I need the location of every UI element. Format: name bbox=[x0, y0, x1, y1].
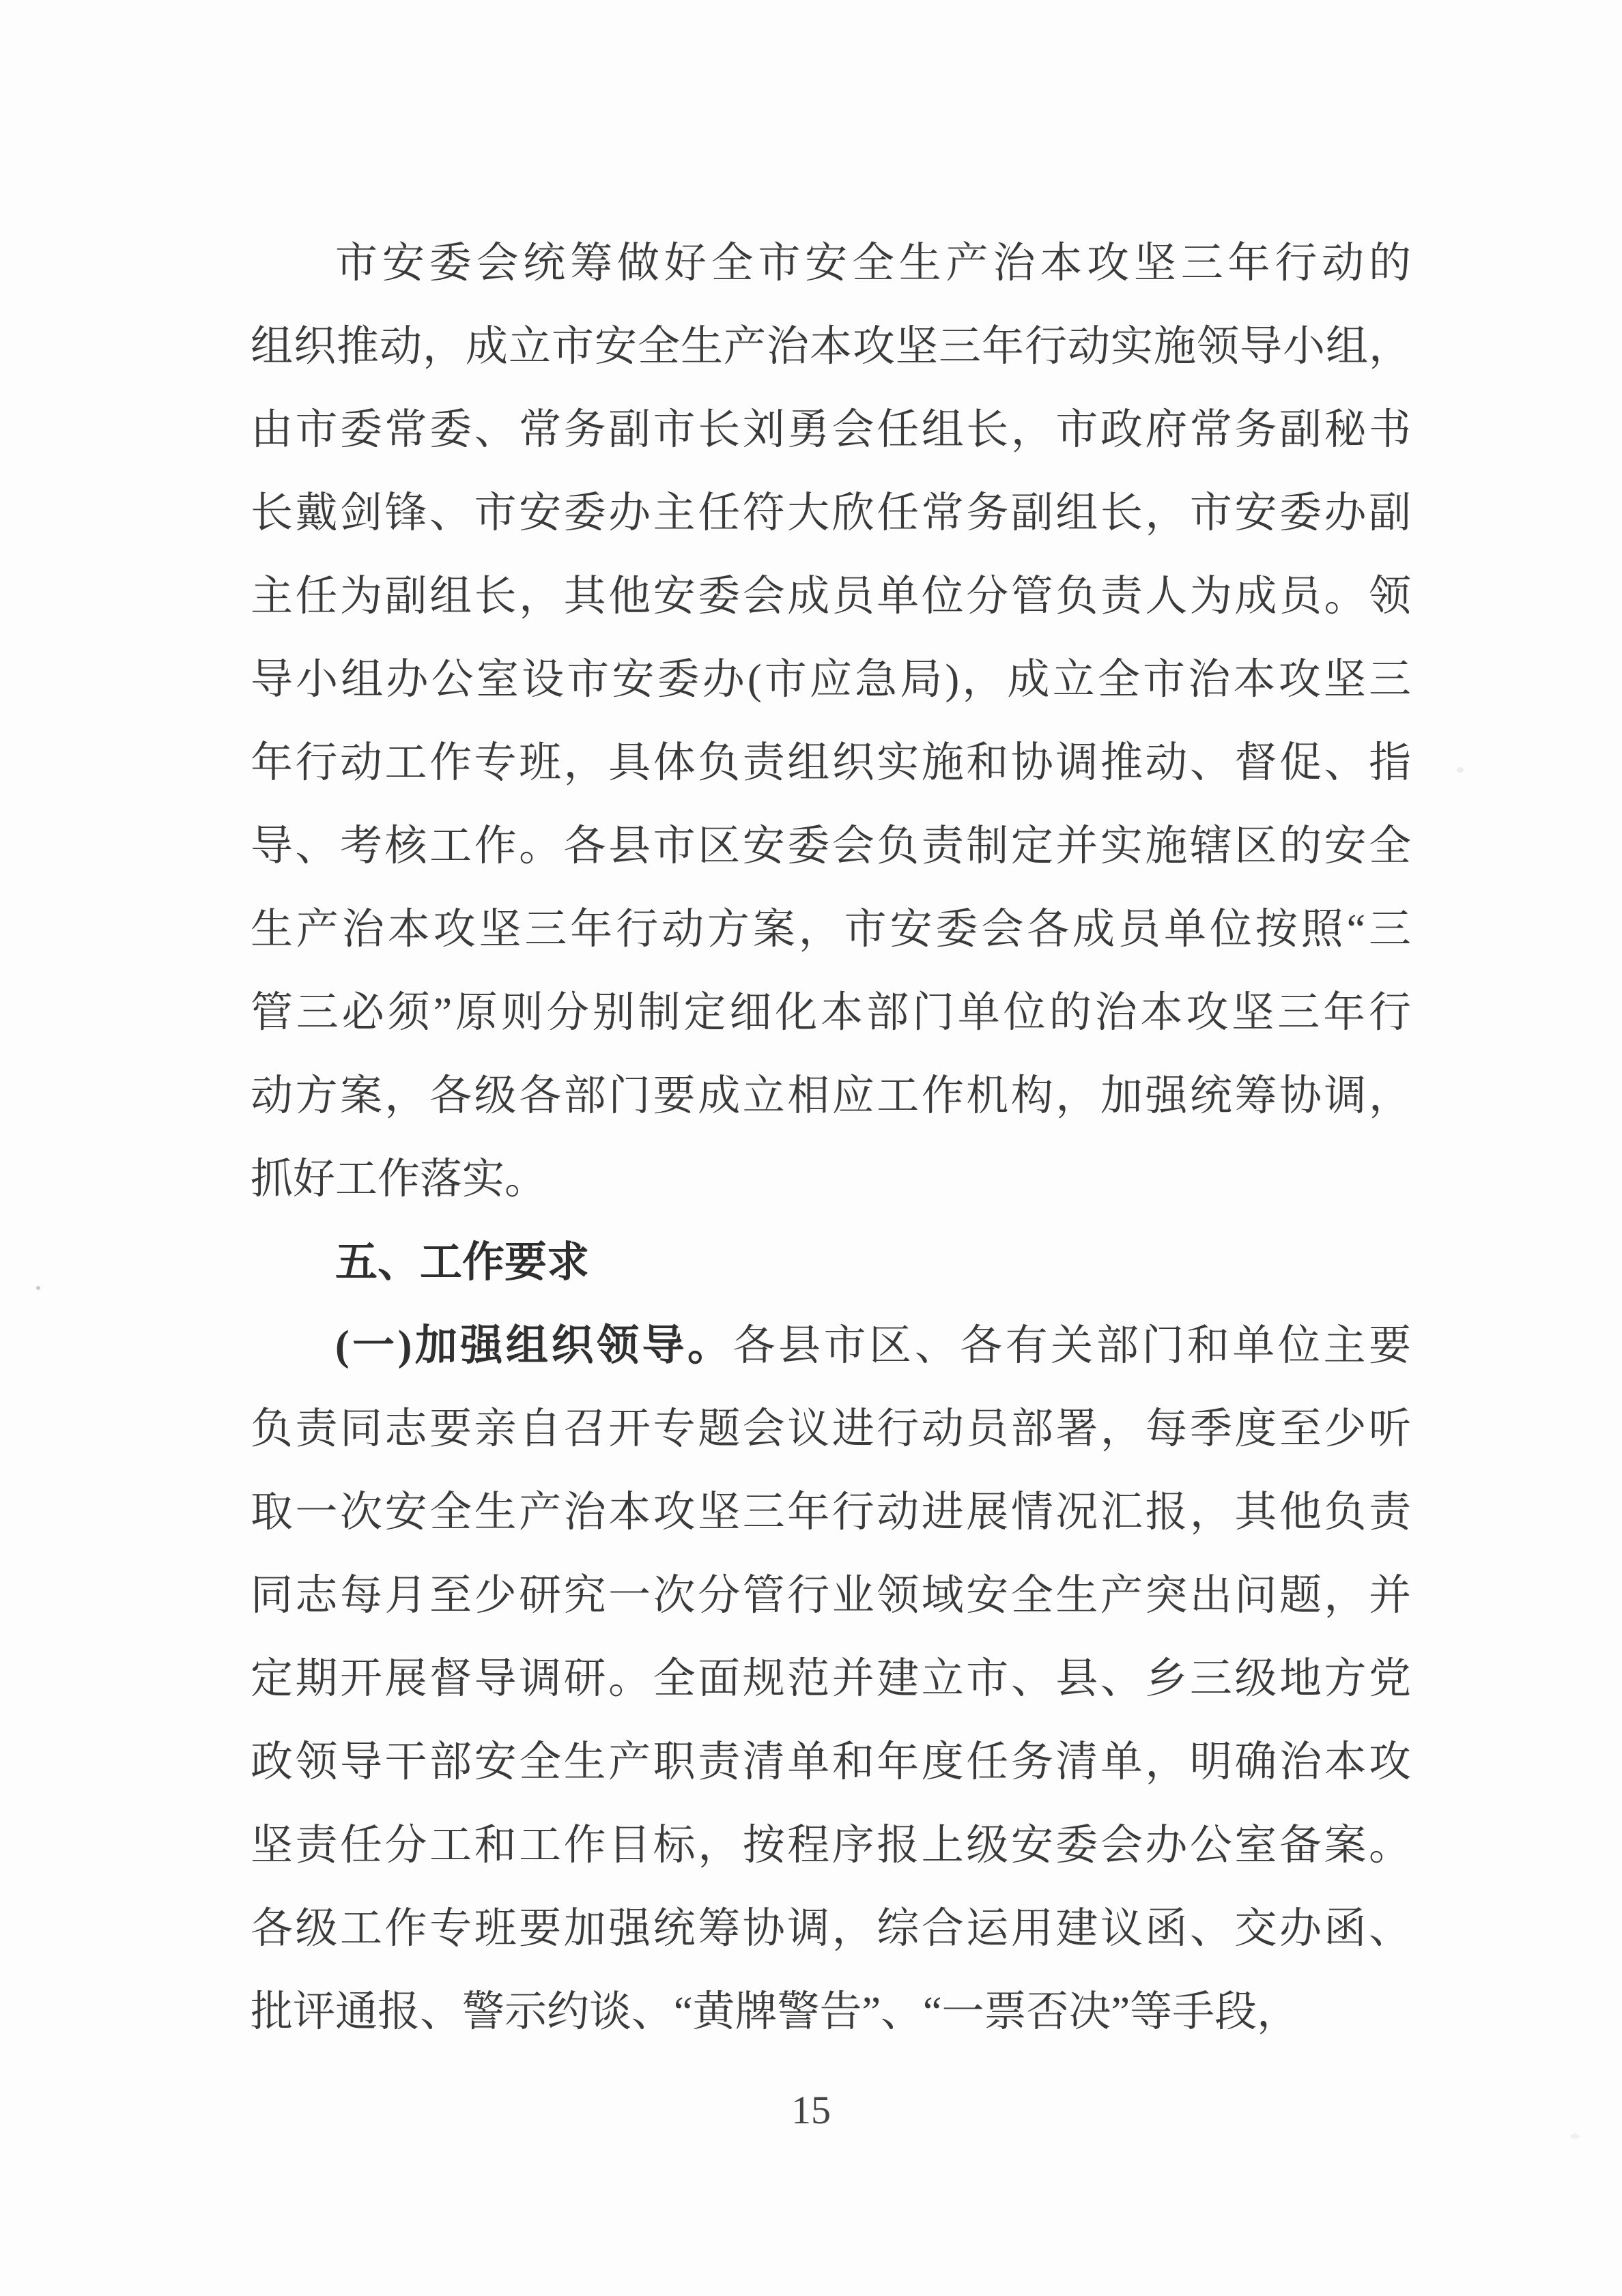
paragraph1-line: 导小组办公室设市安委办(市应急局)，成立全市治本攻坚三 bbox=[251, 657, 1411, 703]
paragraph2-line-text: 各县市区、各有关部门和单位主要 bbox=[732, 1323, 1411, 1369]
page-number: 15 bbox=[791, 2088, 831, 2132]
paragraph1-line: 管三必须”原则分别制定细化本部门单位的治本攻坚三年行 bbox=[251, 990, 1411, 1036]
scan-speck bbox=[36, 1286, 40, 1290]
paragraph1-line: 生产治本攻坚三年行动方案，市安委会各成员单位按照“三 bbox=[251, 906, 1411, 953]
paragraph2-line: 批评通报、警示约谈、“黄牌警告”、“一票否决”等手段， bbox=[251, 1989, 1300, 2035]
paragraph1-line: 由市委常委、常务副市长刘勇会任组长，市政府常务副秘书 bbox=[251, 407, 1411, 453]
scan-speck bbox=[1457, 767, 1464, 773]
paragraph2-line: 政领导干部安全生产职责清单和年度任务清单，明确治本攻 bbox=[251, 1739, 1411, 1785]
paragraph2-line: 坚责任分工和工作目标，按程序报上级安委会办公室备案。 bbox=[251, 1822, 1411, 1869]
paragraph2-line: 取一次安全生产治本攻坚三年行动进展情况汇报，其他负责 bbox=[251, 1489, 1411, 1536]
paragraph1-line: 组织推动，成立市安全生产治本攻坚三年行动实施领导小组， bbox=[251, 324, 1411, 370]
paragraph1-line: 动方案，各级各部门要成立相应工作机构，加强统筹协调， bbox=[251, 1073, 1411, 1119]
paragraph2-line: 定期开展督导调研。全面规范并建立市、县、乡三级地方党 bbox=[251, 1656, 1411, 1702]
paragraph2-line bbox=[251, 1304, 1411, 1388]
paragraph2-line: 各级工作专班要加强统筹协调，综合运用建议函、交办函、 bbox=[251, 1906, 1411, 1952]
paragraph2-line: 负责同志要亲自召开专题会议进行动员部署，每季度至少听 bbox=[251, 1406, 1411, 1452]
paragraph1-line: 长戴剑锋、市安委办主任符大欣任常务副组长，市安委办副 bbox=[251, 490, 1411, 536]
body-text bbox=[251, 222, 1411, 2054]
paragraph2-line: 同志每月至少研究一次分管行业领域安全生产突出问题，并 bbox=[251, 1573, 1411, 1619]
section-heading: 五、工作要求 bbox=[335, 1239, 590, 1286]
paragraph1-line: 市安委会统筹做好全市安全生产治本攻坚三年行动的 bbox=[335, 240, 1411, 287]
paragraph1-line: 年行动工作专班，具体负责组织实施和协调推动、督促、指 bbox=[251, 740, 1411, 786]
scan-speck bbox=[1570, 2134, 1580, 2139]
subsection-label: (一)加强组织领导。 bbox=[335, 1323, 733, 1369]
paragraph1-line: 导、考核工作。各县市区安委会负责制定并实施辖区的安全 bbox=[251, 823, 1411, 870]
paragraph1-line: 主任为副组长，其他安委会成员单位分管负责人为成员。领 bbox=[251, 573, 1411, 620]
paragraph1-line: 抓好工作落实。 bbox=[251, 1156, 547, 1203]
